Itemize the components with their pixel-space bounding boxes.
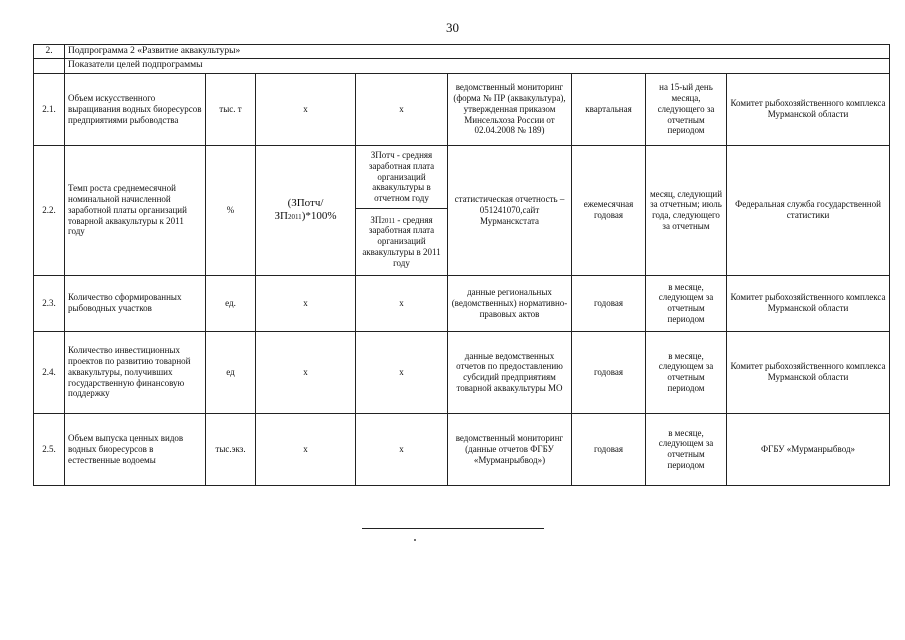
variables: x [356,413,448,485]
indicator-name: Количество инвестиционных проектов по развитию товарной аквакультуры, получивших государственную финансовую поддержку [65,331,206,413]
term: на 15-ый день месяца, следующего за отчетным периодом [646,73,727,145]
formula: x [256,275,356,331]
row-number: 2.5. [34,413,65,485]
indicator-name: Объем искусственного выращивания водных биоресурсов предприятиями рыбоводства [65,73,206,145]
formula-part-b: ЗП [274,210,288,223]
responsible: Комитет рыбохозяйственного комплекса Мурманской области [727,331,890,413]
footer-dot [414,539,416,541]
subprogram-title: Подпрограмма 2 «Развитие аквакультуры» [65,45,890,59]
footer-divider [362,528,544,529]
table-row [34,145,890,275]
variable-current: ЗПотч - средняя заработная плата организаций аквакультуры в отчетном году [356,146,447,208]
empty-cell [34,59,65,73]
responsible: ФГБУ «Мурманрыбвод» [727,413,890,485]
variable-base [356,208,447,274]
subprogram-number: 2. [34,45,65,59]
row-number: 2.2. [34,145,65,275]
data-source: данные ведомственных отчетов по предоставлению субсидий предприятиям товарной аквакультуры МО [448,331,572,413]
indicator-name: Объем выпуска ценных видов водных биоресурсов в естественные водоемы [65,413,206,485]
variables [356,145,448,275]
formula-part-a: (ЗПотч/ [287,197,324,210]
periodicity: годовая [572,275,646,331]
row-number: 2.3. [34,275,65,331]
term: в месяце, следующем за отчетным периодом [646,331,727,413]
page-number: 30 [446,20,459,35]
table-row [34,413,890,485]
data-source: статистическая отчетность – 051241070,сайт Мурманскстата [448,145,572,275]
term: в месяце, следующем за отчетным периодом [646,275,727,331]
table-row [34,275,890,331]
data-source: данные региональных (ведомственных) нормативно-правовых актов [448,275,572,331]
responsible: Комитет рыбохозяйственного комплекса Мурманской области [727,73,890,145]
periodicity: ежемесячная годовая [572,145,646,275]
variable-base-name: ЗП [370,214,382,225]
unit: % [206,145,256,275]
data-source: ведомственный мониторинг (данные отчетов ФГБУ «Мурманрыбвод») [448,413,572,485]
term: месяц, следующий за отчетным; июль года, следующего за отчетным [646,145,727,275]
unit: ед. [206,275,256,331]
formula: x [256,413,356,485]
indicators-title: Показатели целей подпрограммы [65,59,890,73]
variables: x [356,73,448,145]
indicators-header-row [34,59,890,73]
table-row [34,331,890,413]
row-number: 2.1. [34,73,65,145]
responsible: Комитет рыбохозяйственного комплекса Мурманской области [727,275,890,331]
indicator-name: Темп роста среднемесячной номинальной начисленной заработной платы организаций товарной аквакультуры к 2011 году [65,145,206,275]
formula-subscript: 2011 [287,213,302,222]
variables: x [356,275,448,331]
unit: ед [206,331,256,413]
responsible: Федеральная служба государственной статистики [727,145,890,275]
periodicity: годовая [572,331,646,413]
formula-part-c: )*100% [301,210,337,223]
table-row [34,73,890,145]
unit: тыс. т [206,73,256,145]
formula: x [256,331,356,413]
periodicity: годовая [572,413,646,485]
variables: x [356,331,448,413]
row-number: 2.4. [34,331,65,413]
formula: x [256,73,356,145]
data-source: ведомственный мониторинг (форма № ПР (аквакультура), утвержденная приказом Минсельхоза России от 02.04.2008 № 189) [448,73,572,145]
indicator-name: Количество сформированных рыбоводных участков [65,275,206,331]
term: в месяце, следующем за отчетным периодом [646,413,727,485]
variables-split [356,146,447,274]
indicators-table [33,44,890,486]
subprogram-header-row [34,45,890,59]
unit: тыс.экз. [206,413,256,485]
variable-base-text: - средняя заработная плата организаций аквакультуры в 2011 году [362,214,441,268]
variable-base-subscript: 2011 [381,216,396,225]
formula [256,145,356,275]
periodicity: квартальная [572,73,646,145]
